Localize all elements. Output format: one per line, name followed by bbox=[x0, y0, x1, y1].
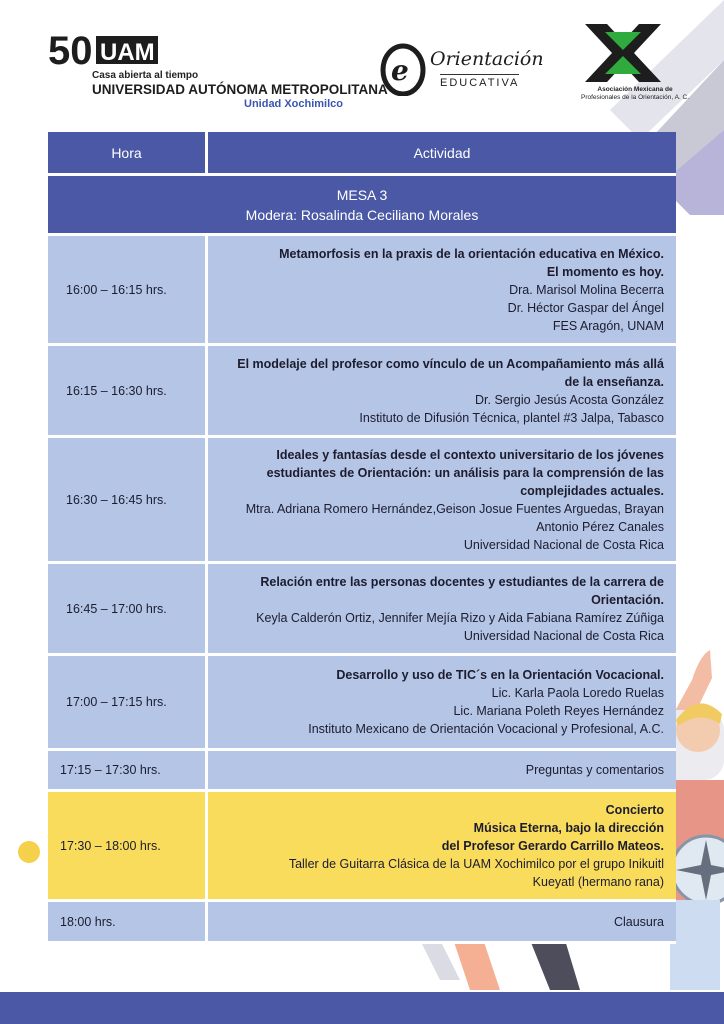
row-activity: Preguntas y comentarios bbox=[525, 763, 664, 777]
activity-detail-line: Universidad Nacional de Costa Rica bbox=[463, 628, 664, 643]
svg-text:UAM: UAM bbox=[100, 39, 155, 66]
activity-title-line: estudiantes de Orientación: un análisis para la comprensión de las bbox=[266, 465, 664, 480]
row-time: 17:00 – 17:15 hrs. bbox=[48, 656, 208, 748]
activity-title-line: Relación entre las personas docentes y estudiantes de la carrera de bbox=[260, 574, 664, 589]
table-header-row bbox=[48, 132, 676, 176]
activity-title-line: Desarrollo y uso de TIC´s en la Orientación Vocacional. bbox=[336, 668, 664, 682]
page-header bbox=[0, 0, 724, 120]
activity-title-line: Música Eterna, bajo la dirección bbox=[473, 820, 664, 835]
uam-unit: Unidad Xochimilco bbox=[244, 98, 344, 110]
row-activity bbox=[208, 346, 676, 435]
row-time: 16:00 – 16:15 hrs. bbox=[48, 236, 208, 343]
activity-title-line: complejidades actuales. bbox=[520, 483, 664, 498]
activity-title-line: Metamorfosis en la praxis de la orientación educativa en México. bbox=[279, 246, 664, 261]
table-row bbox=[48, 236, 676, 346]
uam-50-logo bbox=[48, 26, 168, 72]
table-row bbox=[48, 564, 676, 656]
row-time: 18:00 hrs. bbox=[48, 902, 208, 941]
svg-text:50: 50 bbox=[48, 29, 93, 72]
activity-title-line: El modelaje del profesor como vínculo de un Acompañamiento más allá bbox=[237, 356, 664, 371]
activity-detail-line: Lic. Mariana Poleth Reyes Hernández bbox=[453, 704, 664, 718]
table-row-questions bbox=[48, 751, 676, 792]
row-activity: Clausura bbox=[613, 914, 664, 929]
amppo-logo bbox=[575, 24, 695, 112]
row-time: 16:15 – 16:30 hrs. bbox=[48, 346, 208, 435]
uam-tagline: Casa abierta al tiempo bbox=[92, 70, 199, 81]
amppo-name: Asociación Mexicana de Profesionales de la Orientación, A. C. bbox=[580, 86, 690, 102]
row-time: 16:45 – 17:00 hrs. bbox=[48, 564, 208, 653]
oe-subtitle: EDUCATIVA bbox=[440, 74, 519, 89]
activity-detail-line: Universidad Nacional de Costa Rica bbox=[463, 537, 664, 552]
activity-detail-line: Dr. Sergio Jesús Acosta González bbox=[475, 392, 664, 407]
footer-bar bbox=[0, 992, 724, 1024]
yellow-dot-decoration bbox=[18, 841, 40, 863]
activity-detail-line: FES Aragón, UNAM bbox=[552, 318, 664, 333]
row-activity bbox=[208, 564, 676, 653]
row-time: 17:15 – 17:30 hrs. bbox=[48, 751, 208, 789]
svg-text:e: e bbox=[391, 54, 409, 87]
activity-detail-line: Dra. Marisol Molina Becerra bbox=[509, 282, 664, 297]
activity-title-line: Orientación. bbox=[591, 592, 664, 607]
activity-title-line: de la enseñanza. bbox=[564, 374, 664, 389]
activity-detail-line: Antonio Pérez Canales bbox=[536, 519, 664, 534]
activity-detail-line: Kueyatl (hermano rana) bbox=[532, 874, 664, 889]
oe-circle-mark bbox=[378, 40, 432, 96]
mesa-moderator: Modera: Rosalinda Ceciliano Morales bbox=[245, 206, 479, 223]
table-row bbox=[48, 656, 676, 751]
row-time: 17:30 – 18:00 hrs. bbox=[48, 792, 208, 899]
row-activity bbox=[208, 656, 676, 748]
table-row bbox=[48, 346, 676, 438]
activity-title-line: del Profesor Gerardo Carrillo Mateos. bbox=[441, 838, 664, 853]
table-row-concert bbox=[48, 792, 676, 902]
row-activity bbox=[208, 792, 676, 899]
amppo-x-mark bbox=[585, 24, 661, 82]
activity-title-line: Concierto bbox=[605, 802, 664, 817]
uam-logo-block bbox=[48, 26, 388, 112]
activity-title-line: El momento es hoy. bbox=[546, 264, 664, 279]
table-row-closing bbox=[48, 902, 676, 944]
activity-title-line: Ideales y fantasías desde el contexto universitario de los jóvenes bbox=[276, 447, 664, 462]
oe-name: Orientación bbox=[430, 48, 544, 70]
mesa-banner bbox=[48, 176, 676, 236]
row-time: 16:30 – 16:45 hrs. bbox=[48, 438, 208, 561]
mesa-title: MESA 3 bbox=[336, 186, 388, 203]
activity-detail-line: Dr. Héctor Gaspar del Ángel bbox=[507, 300, 664, 315]
activity-detail-line: Keyla Calderón Ortiz, Jennifer Mejía Rizo y Aida Fabiana Ramírez Zúñiga bbox=[256, 610, 664, 625]
column-header-activity: Actividad bbox=[413, 144, 471, 161]
activity-detail-line: Mtra. Adriana Romero Hernández,Geison Josue Fuentes Arguedas, Brayan bbox=[245, 501, 664, 516]
column-header-time: Hora bbox=[48, 132, 208, 173]
program-table bbox=[48, 132, 676, 944]
orientacion-educativa-logo bbox=[378, 38, 548, 98]
activity-detail-line: Instituto Mexicano de Orientación Vocacional y Profesional, A.C. bbox=[308, 722, 664, 736]
row-activity bbox=[208, 236, 676, 343]
activity-detail-line: Lic. Karla Paola Loredo Ruelas bbox=[491, 686, 664, 700]
uam-name: UNIVERSIDAD AUTÓNOMA METROPOLITANA bbox=[92, 82, 388, 97]
activity-detail-line: Taller de Guitarra Clásica de la UAM Xochimilco por el grupo Inikuitl bbox=[288, 856, 664, 871]
activity-detail-line: Instituto de Difusión Técnica, plantel #3 Jalpa, Tabasco bbox=[359, 410, 664, 425]
row-activity bbox=[208, 438, 676, 561]
table-row bbox=[48, 438, 676, 564]
